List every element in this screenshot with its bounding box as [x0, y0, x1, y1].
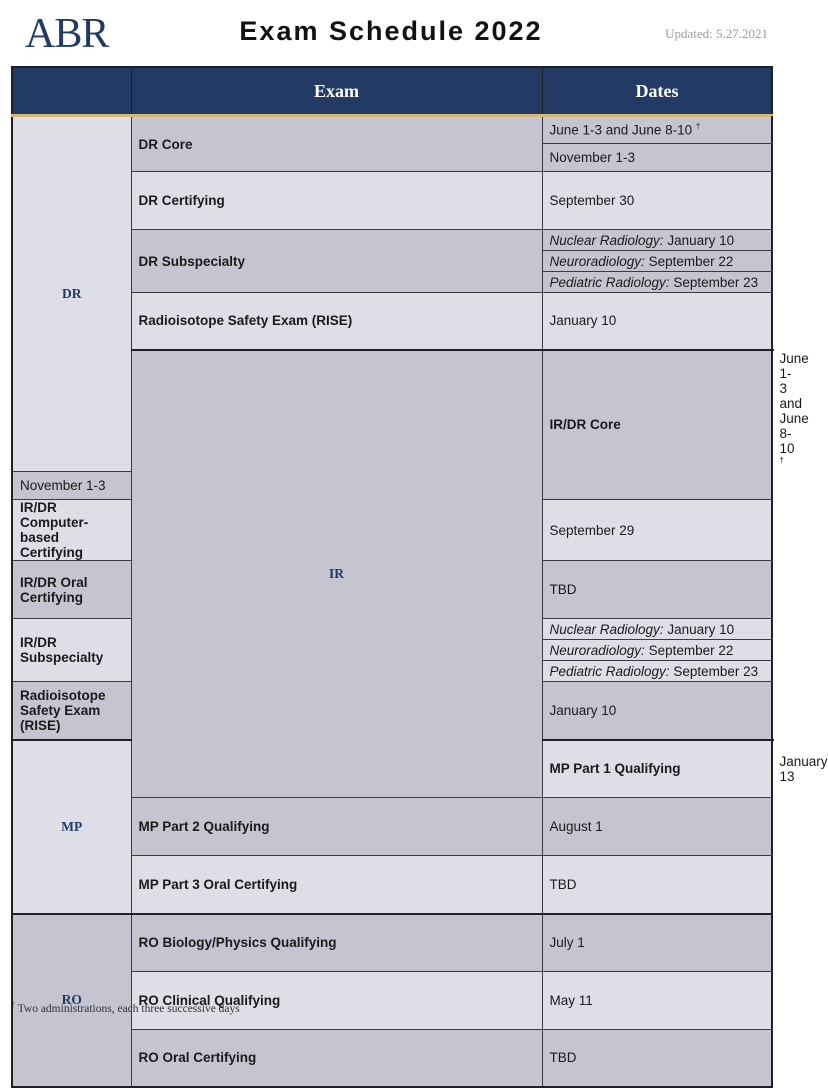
footnote-text: Two administrations, each three successive days [15, 1002, 240, 1015]
footnote [11, 1000, 240, 1015]
exam-date: June 1-3 and June 8-10 † [542, 116, 772, 144]
table-row: IR IR/DR Core June 1-3 and June 8-10 † [12, 350, 772, 472]
group-label-dr: DR [12, 116, 131, 472]
exam-name: RO Biology/Physics Qualifying [131, 914, 542, 972]
table-header-row [12, 67, 772, 116]
updated-date: Updated: 5.27.2021 [665, 26, 768, 41]
exam-name: RO Oral Certifying [131, 1030, 542, 1087]
exam-name: MP Part 3 Oral Certifying [131, 856, 542, 914]
exam-name: IR/DR Core [542, 350, 772, 500]
page-header [0, 0, 782, 66]
exam-date: September 29 [542, 500, 772, 561]
exam-date: August 1 [542, 798, 772, 856]
table-row: MP MP Part 1 Qualifying January 13 [12, 740, 772, 798]
exam-date: Pediatric Radiology: September 23 [542, 661, 772, 682]
exam-schedule-table [11, 66, 828, 1088]
exam-date: Pediatric Radiology: September 23 [542, 272, 772, 293]
exam-name: IR/DR Oral Certifying [12, 561, 131, 619]
exam-date: November 1-3 [12, 472, 131, 500]
exam-name: IR/DR Subspecialty [12, 619, 131, 682]
exam-date: Neuroradiology: September 22 [542, 251, 772, 272]
exam-date: July 1 [542, 914, 772, 972]
exam-name: Radioisotope Safety Exam (RISE) [131, 293, 542, 350]
exam-name: DR Subspecialty [131, 230, 542, 293]
exam-name: MP Part 1 Qualifying [542, 740, 772, 798]
page-title: Exam Schedule 2022 [239, 16, 543, 46]
exam-date: January 10 [542, 682, 772, 740]
exam-date: November 1-3 [542, 144, 772, 172]
exam-date: Nuclear Radiology: January 10 [542, 230, 772, 251]
group-label-mp: MP [12, 740, 131, 914]
exam-date: Neuroradiology: September 22 [542, 640, 772, 661]
dates-column-header: Dates [542, 67, 772, 116]
exam-name: MP Part 2 Qualifying [131, 798, 542, 856]
exam-date: TBD [542, 1030, 772, 1087]
exam-date: TBD [542, 856, 772, 914]
group-label-ro: RO [12, 914, 131, 1087]
exam-name: Radioisotope Safety Exam (RISE) [12, 682, 131, 740]
header-blank-cell [12, 67, 131, 116]
exam-name: DR Certifying [131, 172, 542, 230]
exam-name: RO Clinical Qualifying [131, 972, 542, 1030]
table-row [12, 914, 772, 972]
exam-column-header: Exam [131, 67, 542, 116]
abr-logo: ABR [25, 11, 109, 57]
exam-date: TBD [542, 561, 772, 619]
group-label-ir: IR [131, 350, 542, 798]
footnote-mark: † [11, 1000, 15, 1009]
exam-date: January 10 [542, 293, 772, 350]
exam-date: September 30 [542, 172, 772, 230]
exam-name: DR Core [131, 116, 542, 172]
exam-date: May 11 [542, 972, 772, 1030]
exam-name: IR/DR Computer-based Certifying [12, 500, 131, 561]
exam-date: Nuclear Radiology: January 10 [542, 619, 772, 640]
table-row [12, 116, 772, 144]
